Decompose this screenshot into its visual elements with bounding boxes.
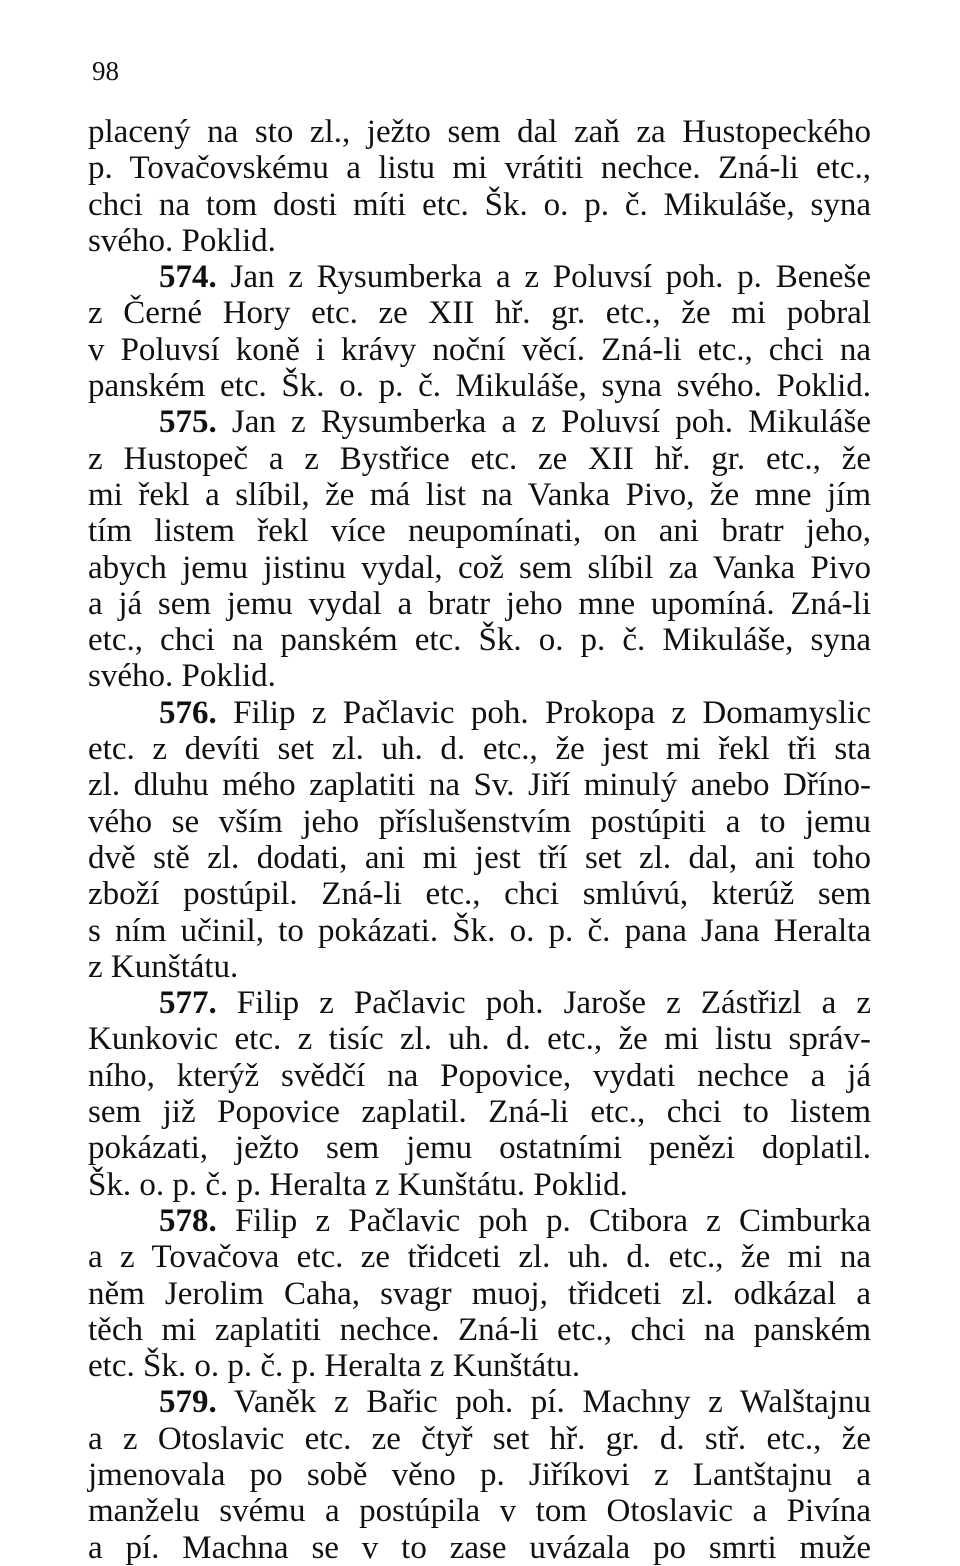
text-line (88, 187, 871, 223)
line-text: etc. Šk. o. p. č. p. Heralta z Kunštátu. (88, 1348, 581, 1385)
line-text: pokázati, ježto sem jemu ostatními penězi doplatil. (88, 1130, 871, 1167)
line-text: Filip z Pačlavic poh. Prokopa z Domamyslic (216, 694, 871, 731)
line-text: Filip z Pačlavic poh. Jaroše z Zástřizl a z (216, 985, 871, 1022)
entry-start-line (88, 259, 871, 295)
text-line (88, 1457, 871, 1493)
line-text: v Poluvsí koně i krávy noční věcí. Zná-li etc., chci na (88, 331, 871, 368)
text-line (88, 804, 871, 840)
text-line (88, 1239, 871, 1275)
text-line (88, 731, 871, 767)
line-text: svého. Poklid. (88, 658, 276, 695)
line-text: Jan z Rysumberka a z Poluvsí poh. p. Beneše (216, 259, 871, 296)
text-line (88, 1130, 871, 1166)
line-text: a z Tovačova etc. ze třidceti zl. uh. d. etc., že mi na (88, 1239, 871, 1276)
entry-number: 579. (159, 1384, 217, 1421)
entry-start-line (88, 695, 871, 731)
text-line (88, 1276, 871, 1312)
line-text: jmenovala po sobě věno p. Jiříkovi z Lantštajnu a (88, 1456, 871, 1493)
line-text: Jan z Rysumberka a z Poluvsí poh. Mikuláše (216, 404, 871, 441)
text-line (88, 295, 871, 331)
text-line (88, 622, 871, 658)
entry-start-line (88, 985, 871, 1021)
line-text: placený na sto zl., ježto sem dal zaň za Hustopeckého (88, 114, 871, 150)
body-text (88, 114, 871, 1566)
line-text: a pí. Machna se v to zase uvázala po smrti muže (88, 1529, 871, 1566)
text-line (88, 840, 871, 876)
text-line (88, 477, 871, 513)
text-line (88, 368, 871, 404)
text-line (88, 223, 871, 259)
entry-start-line (88, 404, 871, 440)
line-text: Šk. o. p. č. p. Heralta z Kunštátu. Poklid. (88, 1166, 628, 1203)
text-line (88, 513, 871, 549)
line-text: sem již Popovice zaplatil. Zná-li etc., chci to listem (88, 1094, 871, 1131)
entry-number: 578. (159, 1202, 217, 1239)
text-line (88, 767, 871, 803)
line-text: vého se vším jeho příslušenstvím postúpiti a to jemu (88, 803, 871, 840)
line-text: zboží postúpil. Zná-li etc., chci smlúvú, kterúž sem (88, 876, 871, 913)
text-line (88, 1167, 871, 1203)
line-text: Kunkovic etc. z tisíc zl. uh. d. etc., že mi listu správ- (88, 1021, 871, 1058)
page-number: 98 (92, 56, 119, 86)
text-line (88, 1530, 871, 1566)
entry-number: 574. (159, 259, 217, 296)
text-line (88, 1421, 871, 1457)
text-line (88, 876, 871, 912)
text-line (88, 150, 871, 186)
line-text: dvě stě zl. dodati, ani mi jest tří set zl. dal, ani toho (88, 839, 871, 876)
entry-number: 577. (159, 985, 217, 1022)
line-text: Filip z Pačlavic poh p. Ctibora z Cimburka (216, 1202, 871, 1239)
entry-number: 576. (159, 694, 217, 731)
text-line (88, 1348, 871, 1384)
text-line (88, 949, 871, 985)
text-line (88, 586, 871, 622)
text-line (88, 1493, 871, 1529)
entry-start-line (88, 1203, 871, 1239)
text-line (88, 441, 871, 477)
text-line (88, 1094, 871, 1130)
line-text: panském etc. Šk. o. p. č. Mikuláše, syna svého. Poklid. (88, 368, 871, 405)
line-text: chci na tom dosti míti etc. Šk. o. p. č. Mikuláše, syna (88, 186, 871, 223)
line-text: zl. dluhu mého zaplatiti na Sv. Jiří minulý anebo Dříno- (88, 767, 871, 804)
line-text: z Černé Hory etc. ze XII hř. gr. etc., že mi pobral (88, 295, 871, 332)
text-line (88, 913, 871, 949)
line-text: Vaněk z Bařic poh. pí. Machny z Walštajnu (216, 1384, 871, 1421)
line-text: manželu svému a postúpila v tom Otoslavic a Pivína (88, 1493, 871, 1530)
line-text: ního, kterýž svědčí na Popovice, vydati nechce a já (88, 1057, 871, 1094)
line-text: z Kunštátu. (88, 948, 239, 985)
line-text: z Hustopeč a z Bystřice etc. ze XII hř. gr. etc., že (88, 440, 871, 477)
text-line (88, 114, 871, 150)
text-line (88, 658, 871, 694)
line-text: abych jemu jistinu vydal, což sem slíbil za Vanka Pivo (88, 549, 871, 586)
line-text: p. Tovačovskému a listu mi vrátiti nechce. Zná-li etc., (88, 150, 871, 187)
line-text: těch mi zaplatiti nechce. Zná-li etc., chci na panském (88, 1311, 871, 1348)
line-text: tím listem řekl více neupomínati, on ani bratr jeho, (88, 513, 871, 550)
text-line (88, 1058, 871, 1094)
text-line (88, 1312, 871, 1348)
line-text: s ním učinil, to pokázati. Šk. o. p. č. pana Jana Heralta (88, 912, 871, 949)
line-text: mi řekl a slíbil, že má list na Vanka Pivo, že mne jím (88, 476, 871, 513)
text-line (88, 1021, 871, 1057)
line-text: něm Jerolim Caha, svagr muoj, třidceti zl. odkázal a (88, 1275, 871, 1312)
entry-number: 575. (159, 404, 217, 441)
line-text: svého. Poklid. (88, 222, 276, 259)
line-text: etc. z devíti set zl. uh. d. etc., že jest mi řekl tři sta (88, 731, 871, 768)
text-line (88, 332, 871, 368)
line-text: etc., chci na panském etc. Šk. o. p. č. Mikuláše, syna (88, 622, 871, 659)
line-text: a z Otoslavic etc. ze čtyř set hř. gr. d. stř. etc., že (88, 1420, 871, 1457)
entry-start-line (88, 1384, 871, 1420)
text-line (88, 550, 871, 586)
line-text: a já sem jemu vydal a bratr jeho mne upomíná. Zná-li (88, 585, 871, 622)
